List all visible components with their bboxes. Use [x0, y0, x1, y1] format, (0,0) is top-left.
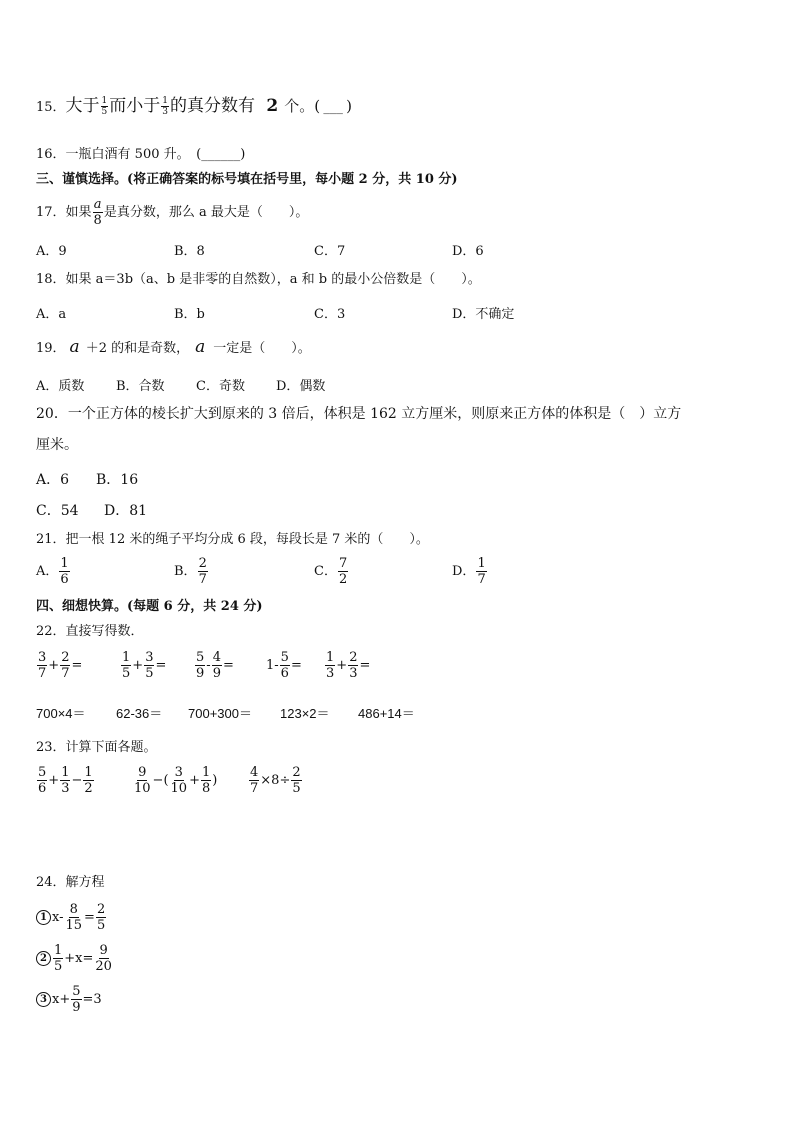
q22-expr-3: $\frac{5}{9}$ - $\frac{4}{9}$ = [196, 650, 234, 681]
q16-text: 16．一瓶白酒有 500 升。 ( [36, 147, 202, 162]
question-21: 21．把一根 12 米的绳子平均分成 6 段，每段长是 7 米的（ ）。 [36, 532, 429, 547]
question-17 [36, 197, 308, 228]
q24-equation-3: 3 x+ $\frac{5}{9}$ =3 [36, 984, 102, 1015]
q15-text-a: 大于 [65, 96, 100, 116]
q20-option-a[interactable]: A．6 [36, 472, 70, 488]
q22-int-5: 486+14＝ [358, 706, 415, 721]
q22-expr-2: $\frac{1}{5}$ + $\frac{3}{5}$ = [122, 650, 167, 681]
q20-option-d[interactable]: D．81 [104, 503, 148, 519]
question-15 [36, 96, 352, 117]
q15-fraction-1: $\frac{1}{5}$ [101, 96, 108, 117]
circled-number-1: 1 [36, 910, 51, 925]
question-16 [36, 147, 245, 163]
q21-option-a[interactable]: A． $\frac{1}{6}$ [36, 556, 69, 587]
q19-number: 19． [36, 341, 66, 356]
q15-text-d: 个。( [284, 97, 321, 115]
q23-expr-2: $\frac{9}{10}$ −( $\frac{3}{10}$ + $\frac{1}{8}$ ) [134, 765, 218, 796]
q19-option-d[interactable]: D．偶数 [276, 379, 326, 394]
q21-option-b[interactable]: B． $\frac{2}{7}$ [174, 556, 207, 587]
q22-expr-1: $\frac{3}{7}$ + $\frac{2}{7}$ = [38, 650, 83, 681]
q21-option-d[interactable]: D． $\frac{1}{7}$ [452, 556, 486, 587]
question-23-title: 23．计算下面各题。 [36, 740, 157, 755]
q15-text-b: 而小于 [109, 96, 161, 116]
q22-int-4: 123×2＝ [280, 706, 330, 721]
q15-number: 15． [36, 100, 66, 115]
q17-option-a[interactable]: A．9 [36, 244, 67, 259]
q17-option-d[interactable]: D．6 [452, 244, 484, 259]
section-4-heading: 四、细想快算。(每题 6 分，共 24 分) [36, 599, 263, 614]
q22-int-3: 700+300＝ [188, 706, 252, 721]
q17-option-b[interactable]: B．8 [174, 244, 205, 259]
section-3-heading: 三、谨慎选择。(将正确答案的标号填在括号里，每小题 2 分，共 10 分) [36, 172, 458, 187]
q16-answer-blank[interactable]: ______ [201, 147, 241, 162]
q22-expr-5: $\frac{1}{3}$ + $\frac{2}{3}$ = [326, 650, 371, 681]
q17-text-post: 是真分数，那么 a 最大是（ ）。 [103, 205, 309, 220]
question-19 [36, 339, 311, 357]
question-22-title: 22．直接写得数． [36, 624, 144, 639]
q22-int-2: 62-36＝ [116, 706, 163, 721]
q23-expr-1: $\frac{5}{6}$ + $\frac{1}{3}$ − $\frac{1}{2}$ [38, 765, 93, 796]
q18-option-c[interactable]: C．3 [314, 307, 346, 322]
q18-option-a[interactable]: A．a [36, 307, 67, 322]
q19-option-b[interactable]: B．合数 [116, 379, 165, 394]
q22-expr-4: 1- $\frac{5}{6}$ = [266, 650, 302, 681]
circled-number-3: 3 [36, 992, 51, 1007]
q21-option-c[interactable]: C． $\frac{7}{2}$ [314, 556, 348, 587]
q15-text-c: 的真分数有 [170, 96, 256, 116]
q17-fraction: $\frac{a}{8}$ [93, 197, 102, 228]
q19-text-post: 一定是（ ）。 [213, 341, 311, 356]
q17-text-pre: 17．如果 [36, 205, 92, 220]
q19-variable-a: a [69, 337, 80, 357]
q15-value: 2 [266, 96, 279, 116]
question-20-line-1: 20．一个正方体的棱长扩大到原来的 3 倍后，体积是 162 立方厘米，则原来正方体的体积是（ ）立方 [36, 406, 682, 422]
question-24-title: 24．解方程 [36, 875, 105, 890]
q16-end: ) [240, 147, 246, 162]
q15-answer-blank[interactable]: ___ [323, 100, 343, 115]
q23-expr-3: $\frac{4}{7}$ ×8÷ $\frac{2}{5}$ [250, 765, 301, 796]
q15-fraction-2: $\frac{1}{3}$ [162, 96, 169, 117]
q18-option-d[interactable]: D．不确定 [452, 307, 515, 322]
q19-text-mid: ＋2 的和是奇数， [85, 341, 190, 356]
q15-text-e: ) [346, 97, 352, 115]
q17-option-c[interactable]: C．7 [314, 244, 346, 259]
q19-variable-a-2: a [195, 337, 206, 357]
question-18: 18．如果 a＝3b（a、b 是非零的自然数），a 和 b 的最小公倍数是（ ）。 [36, 272, 481, 287]
q20-option-b[interactable]: B．16 [96, 472, 139, 488]
circled-number-2: 2 [36, 951, 51, 966]
q24-equation-2: 2 $\frac{1}{5}$ +x= $\frac{9}{20}$ [36, 943, 114, 974]
q20-option-c[interactable]: C．54 [36, 503, 79, 519]
q19-option-a[interactable]: A．质数 [36, 379, 85, 394]
q22-int-1: 700×4＝ [36, 706, 86, 721]
q24-equation-1: 1 x- $\frac{8}{15}$ = $\frac{2}{5}$ [36, 902, 107, 933]
question-20-line-2: 厘米。 [36, 437, 78, 453]
q19-option-c[interactable]: C．奇数 [196, 379, 245, 394]
q18-option-b[interactable]: B．b [174, 307, 205, 322]
